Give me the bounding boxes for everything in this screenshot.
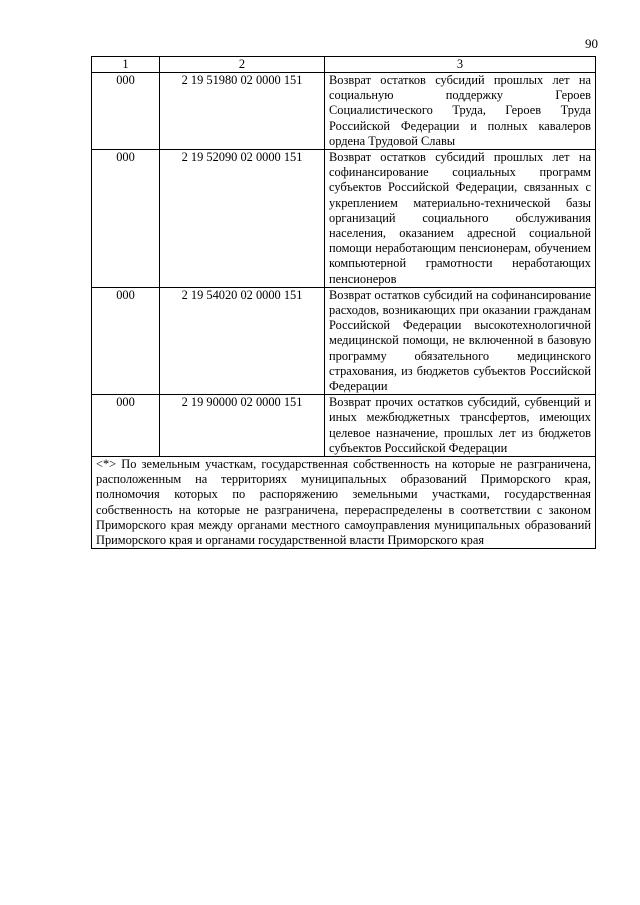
column-header-2: 2 [160, 57, 325, 73]
page-number: 90 [585, 36, 598, 51]
admin-code-cell: 000 [92, 287, 160, 394]
admin-code-cell: 000 [92, 395, 160, 457]
description-cell: Возврат остатков субсидий прошлых лет на софинансирование социальных программ субъектов Российской Федерации, связанных с укреплением материально-технической базы организаций социального обслуживания населения, оказанием адресной социальной помощи неработающим пенсионерам, обучением компьютерной грамотности неработающих пенсионеров [325, 150, 596, 288]
table-row [92, 150, 596, 288]
description-cell: Возврат прочих остатков субсидий, субвенций и иных межбюджетных трансфертов, имеющих целевое назначение, прошлых лет из бюджетов субъектов Российской Федерации [325, 395, 596, 457]
description-cell: Возврат остатков субсидий на софинансирование расходов, возникающих при оказании гражданам Российской Федерации высокотехнологичной медицинской помощи, не включенной в базовую программу обязательного медицинского страхования, из бюджетов субъектов Российской Федерации [325, 287, 596, 394]
table-row [92, 73, 596, 150]
admin-code-cell: 000 [92, 150, 160, 288]
kbk-code-cell: 2 19 52090 02 0000 151 [160, 150, 325, 288]
admin-code-cell: 000 [92, 73, 160, 150]
kbk-code-cell: 2 19 51980 02 0000 151 [160, 73, 325, 150]
kbk-code-cell: 2 19 90000 02 0000 151 [160, 395, 325, 457]
column-header-3: 3 [325, 57, 596, 73]
description-cell: Возврат остатков субсидий прошлых лет на социальную поддержку Героев Социалистического Труда, Героев Труда Российской Федерации и полных кавалеров ордена Трудовой Славы [325, 73, 596, 150]
footnote-text: <*> По земельным участкам, государственная собственность на которые не разграничена, расположенным на территориях муниципальных образований Приморского края, полномочия которых по распоряжению земельными участками, государственная собственность на которые не разграничена, перераспределены в соответствии с законом Приморского края между органами местного самоуправления муниципальных образований Приморского края и органами государственной власти Приморского края [92, 457, 596, 549]
footnote-row [92, 457, 596, 549]
column-header-1: 1 [92, 57, 160, 73]
revenue-codes-table [91, 56, 596, 549]
table-header-row [92, 57, 596, 73]
table-row [92, 287, 596, 394]
kbk-code-cell: 2 19 54020 02 0000 151 [160, 287, 325, 394]
table-row [92, 395, 596, 457]
